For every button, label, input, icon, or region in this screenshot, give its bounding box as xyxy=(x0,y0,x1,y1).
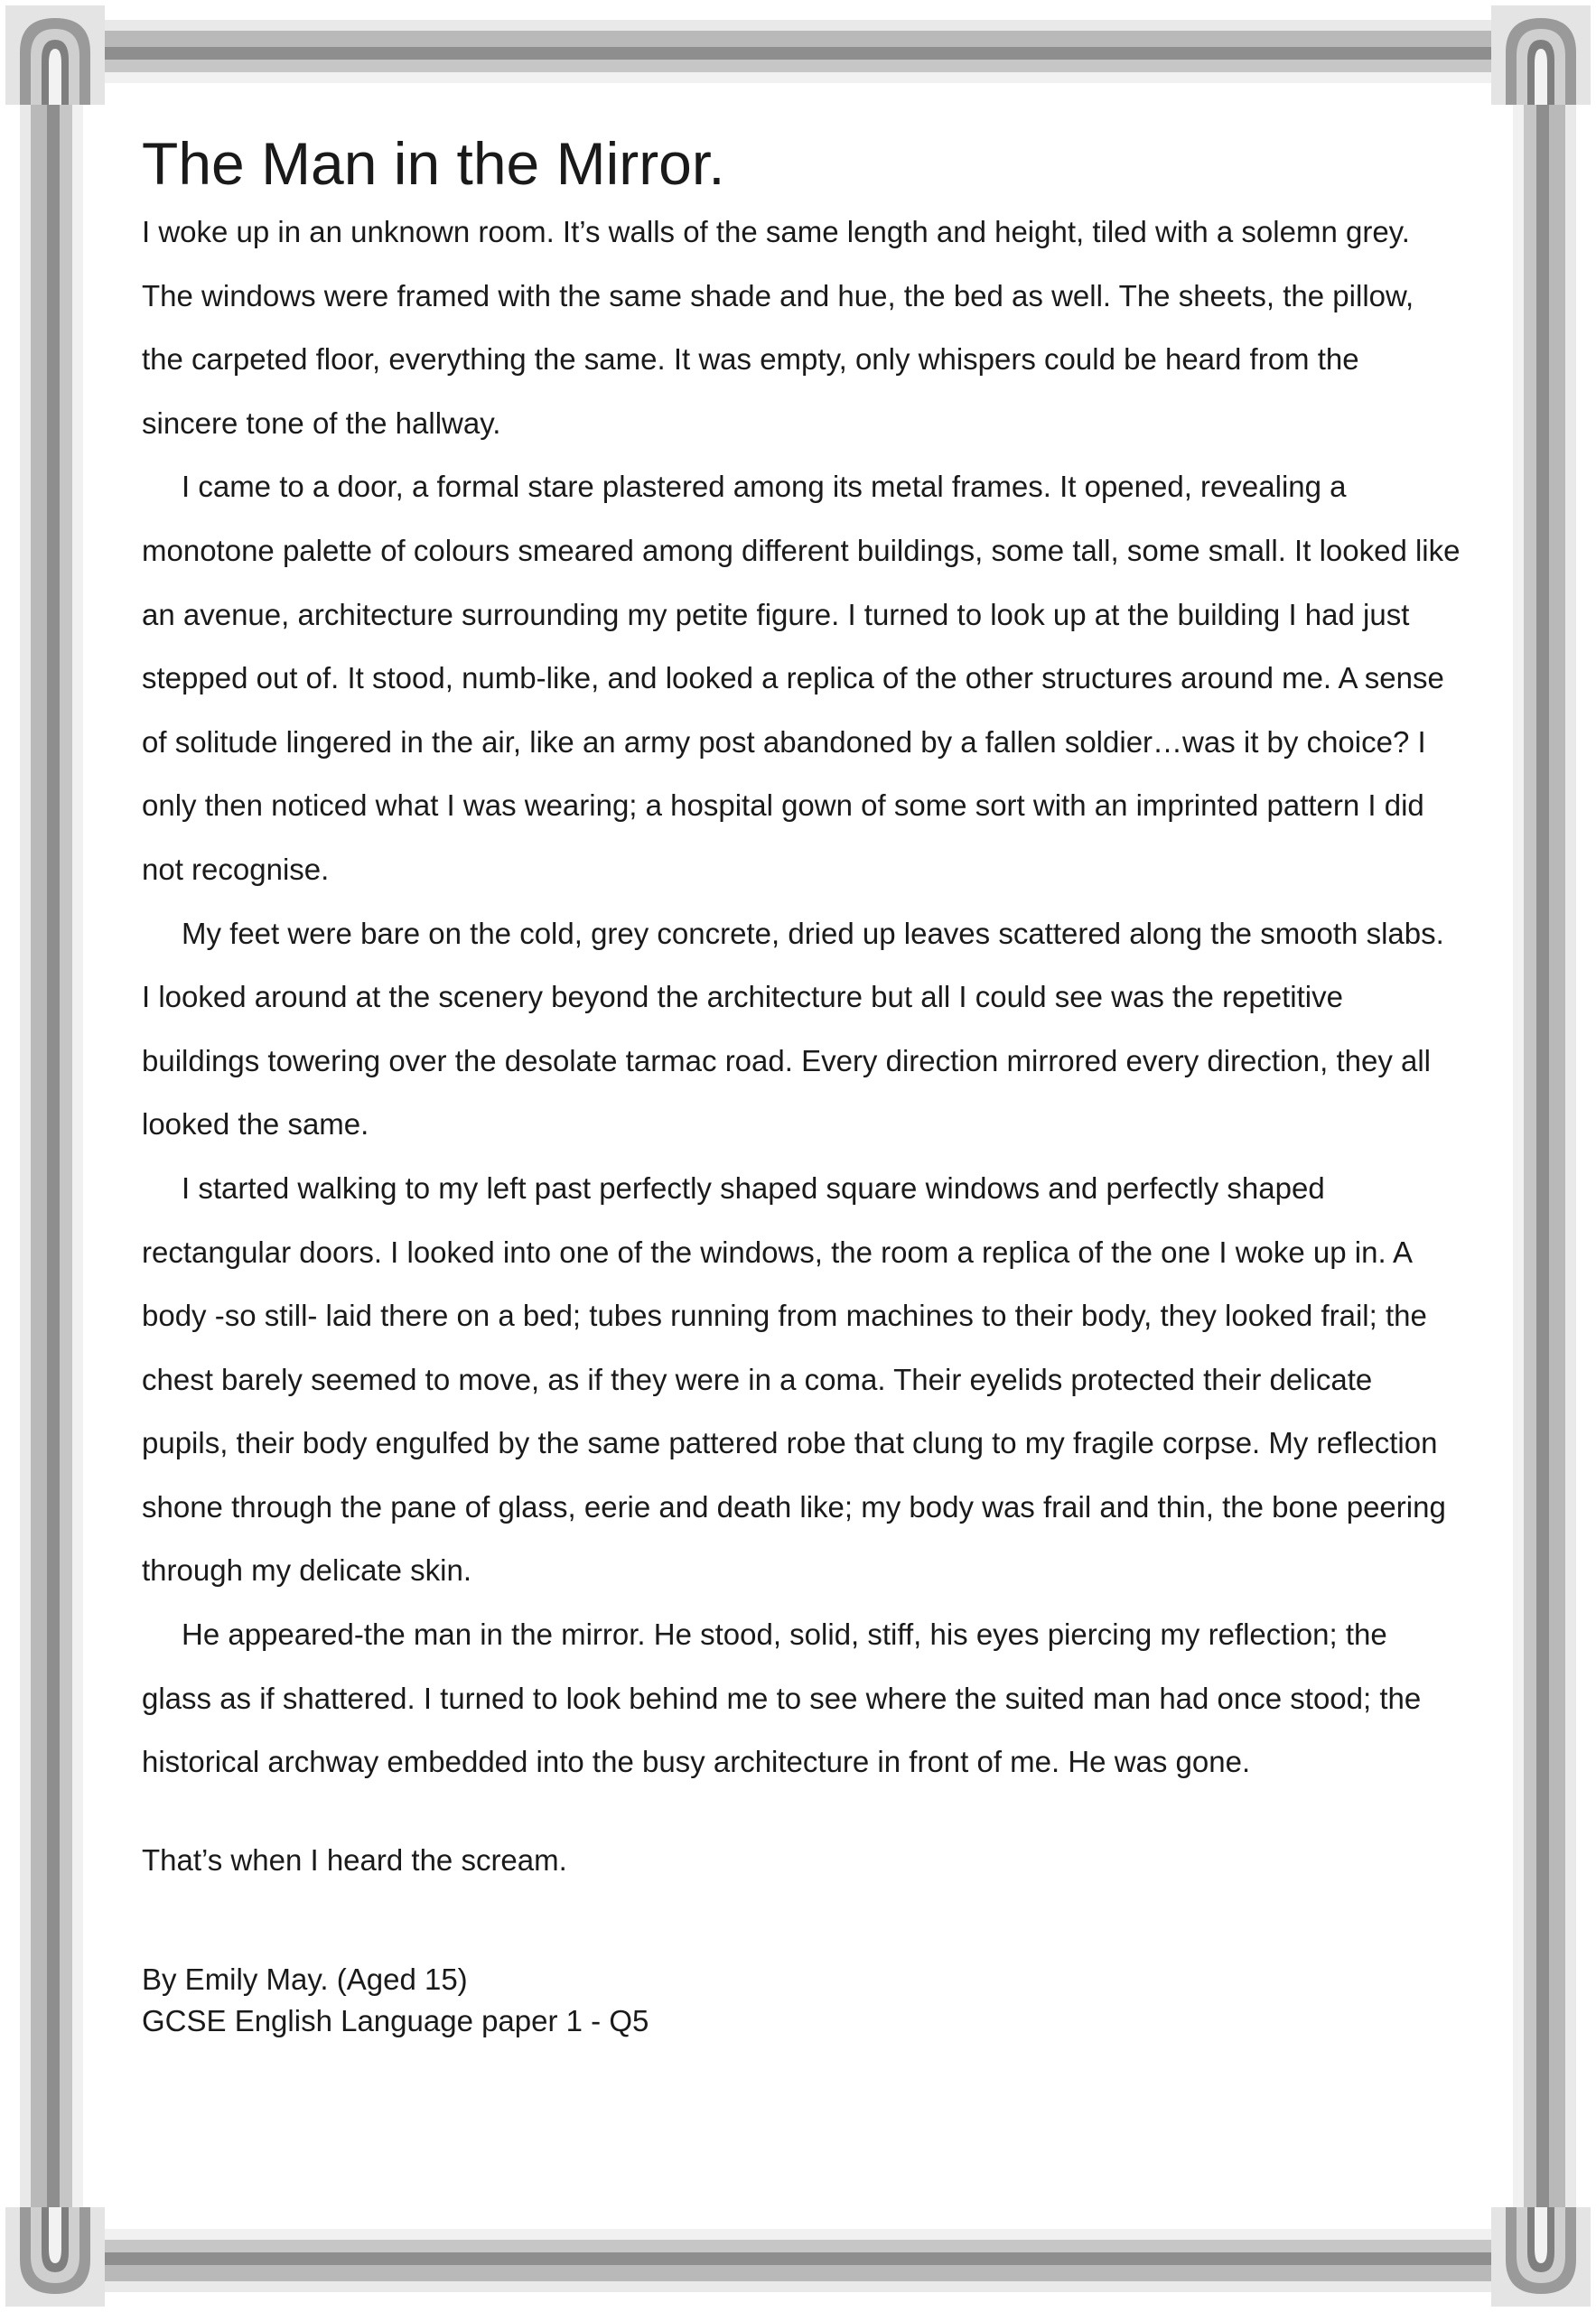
corner-ornament-icon xyxy=(1491,2207,1591,2307)
byline xyxy=(142,1959,1461,2042)
story-title: The Man in the Mirror. xyxy=(142,130,725,197)
border-right xyxy=(1513,90,1576,2222)
story-paragraph-5: He appeared-the man in the mirror. He stood, solid, stiff, his eyes piercing my reflection; the glass as if shattered. I turned to look behind me to see where the suited man had once stood; the historical archway embedded into the busy architecture in front of me. He was gone. xyxy=(142,1617,1422,1779)
story-paragraph-3: My feet were bare on the cold, grey concrete, dried up leaves scattered along the smooth slabs. I looked around at the scenery beyond the architecture but all I could see was the repetitive buildings towering over the desolate tarmac road. Every direction mirrored every direction, they all looked the same. xyxy=(142,916,1444,1142)
corner-ornament-icon xyxy=(1491,5,1591,105)
closing-line: That’s when I heard the scream. xyxy=(142,1842,567,1877)
story-paragraph-2: I came to a door, a formal stare plastered among its metal frames. It opened, revealing a monotone palette of colours smeared among different buildings, some tall, some small. It looked like an avenue, architecture surrounding my petite figure. I turned to look up at the building I had just stepped out of. It stood, numb-like, and looked a replica of the other structures around me. A sense of solitude lingered in the air, like an army post abandoned by a fallen soldier…was it by choice? I only then noticed what I was wearing; a hospital gown of some sort with an imprinted pattern I did not recognise. xyxy=(142,470,1461,886)
story-body xyxy=(142,200,1461,1795)
story-paragraph-4: I started walking to my left past perfectly shaped square windows and perfectly shaped rectangular doors. I looked into one of the windows, the room a replica of the one I woke up in. A body -so still- laid there on a bed; tubes running from machines to their body, they looked frail; the chest barely seemed to move, as if they were in a coma. Their eyelids protected their delicate pupils, their body engulfed by the same pattered robe that clung to my fragile corpse. My reflection shone through the pane of glass, eerie and death like; my body was frail and thin, the bone peering through my delicate skin. xyxy=(142,1170,1446,1588)
page-content xyxy=(142,130,1461,2042)
story-paragraph-1: I woke up in an unknown room. It’s walls of the same length and height, tiled with a solemn grey. The windows were framed with the same shade and hue, the bed as well. The sheets, the pillow, the carpeted floor, everything the same. It was empty, only whispers could be heard from the sincere tone of the hallway. xyxy=(142,215,1414,440)
border-top xyxy=(90,20,1506,83)
author-line: By Emily May. (Aged 15) xyxy=(142,1962,468,1996)
corner-ornament-icon xyxy=(5,2207,105,2307)
border-left xyxy=(20,90,83,2222)
corner-ornament-icon xyxy=(5,5,105,105)
border-bottom xyxy=(90,2229,1506,2292)
context-line: GCSE English Language paper 1 - Q5 xyxy=(142,2003,649,2037)
